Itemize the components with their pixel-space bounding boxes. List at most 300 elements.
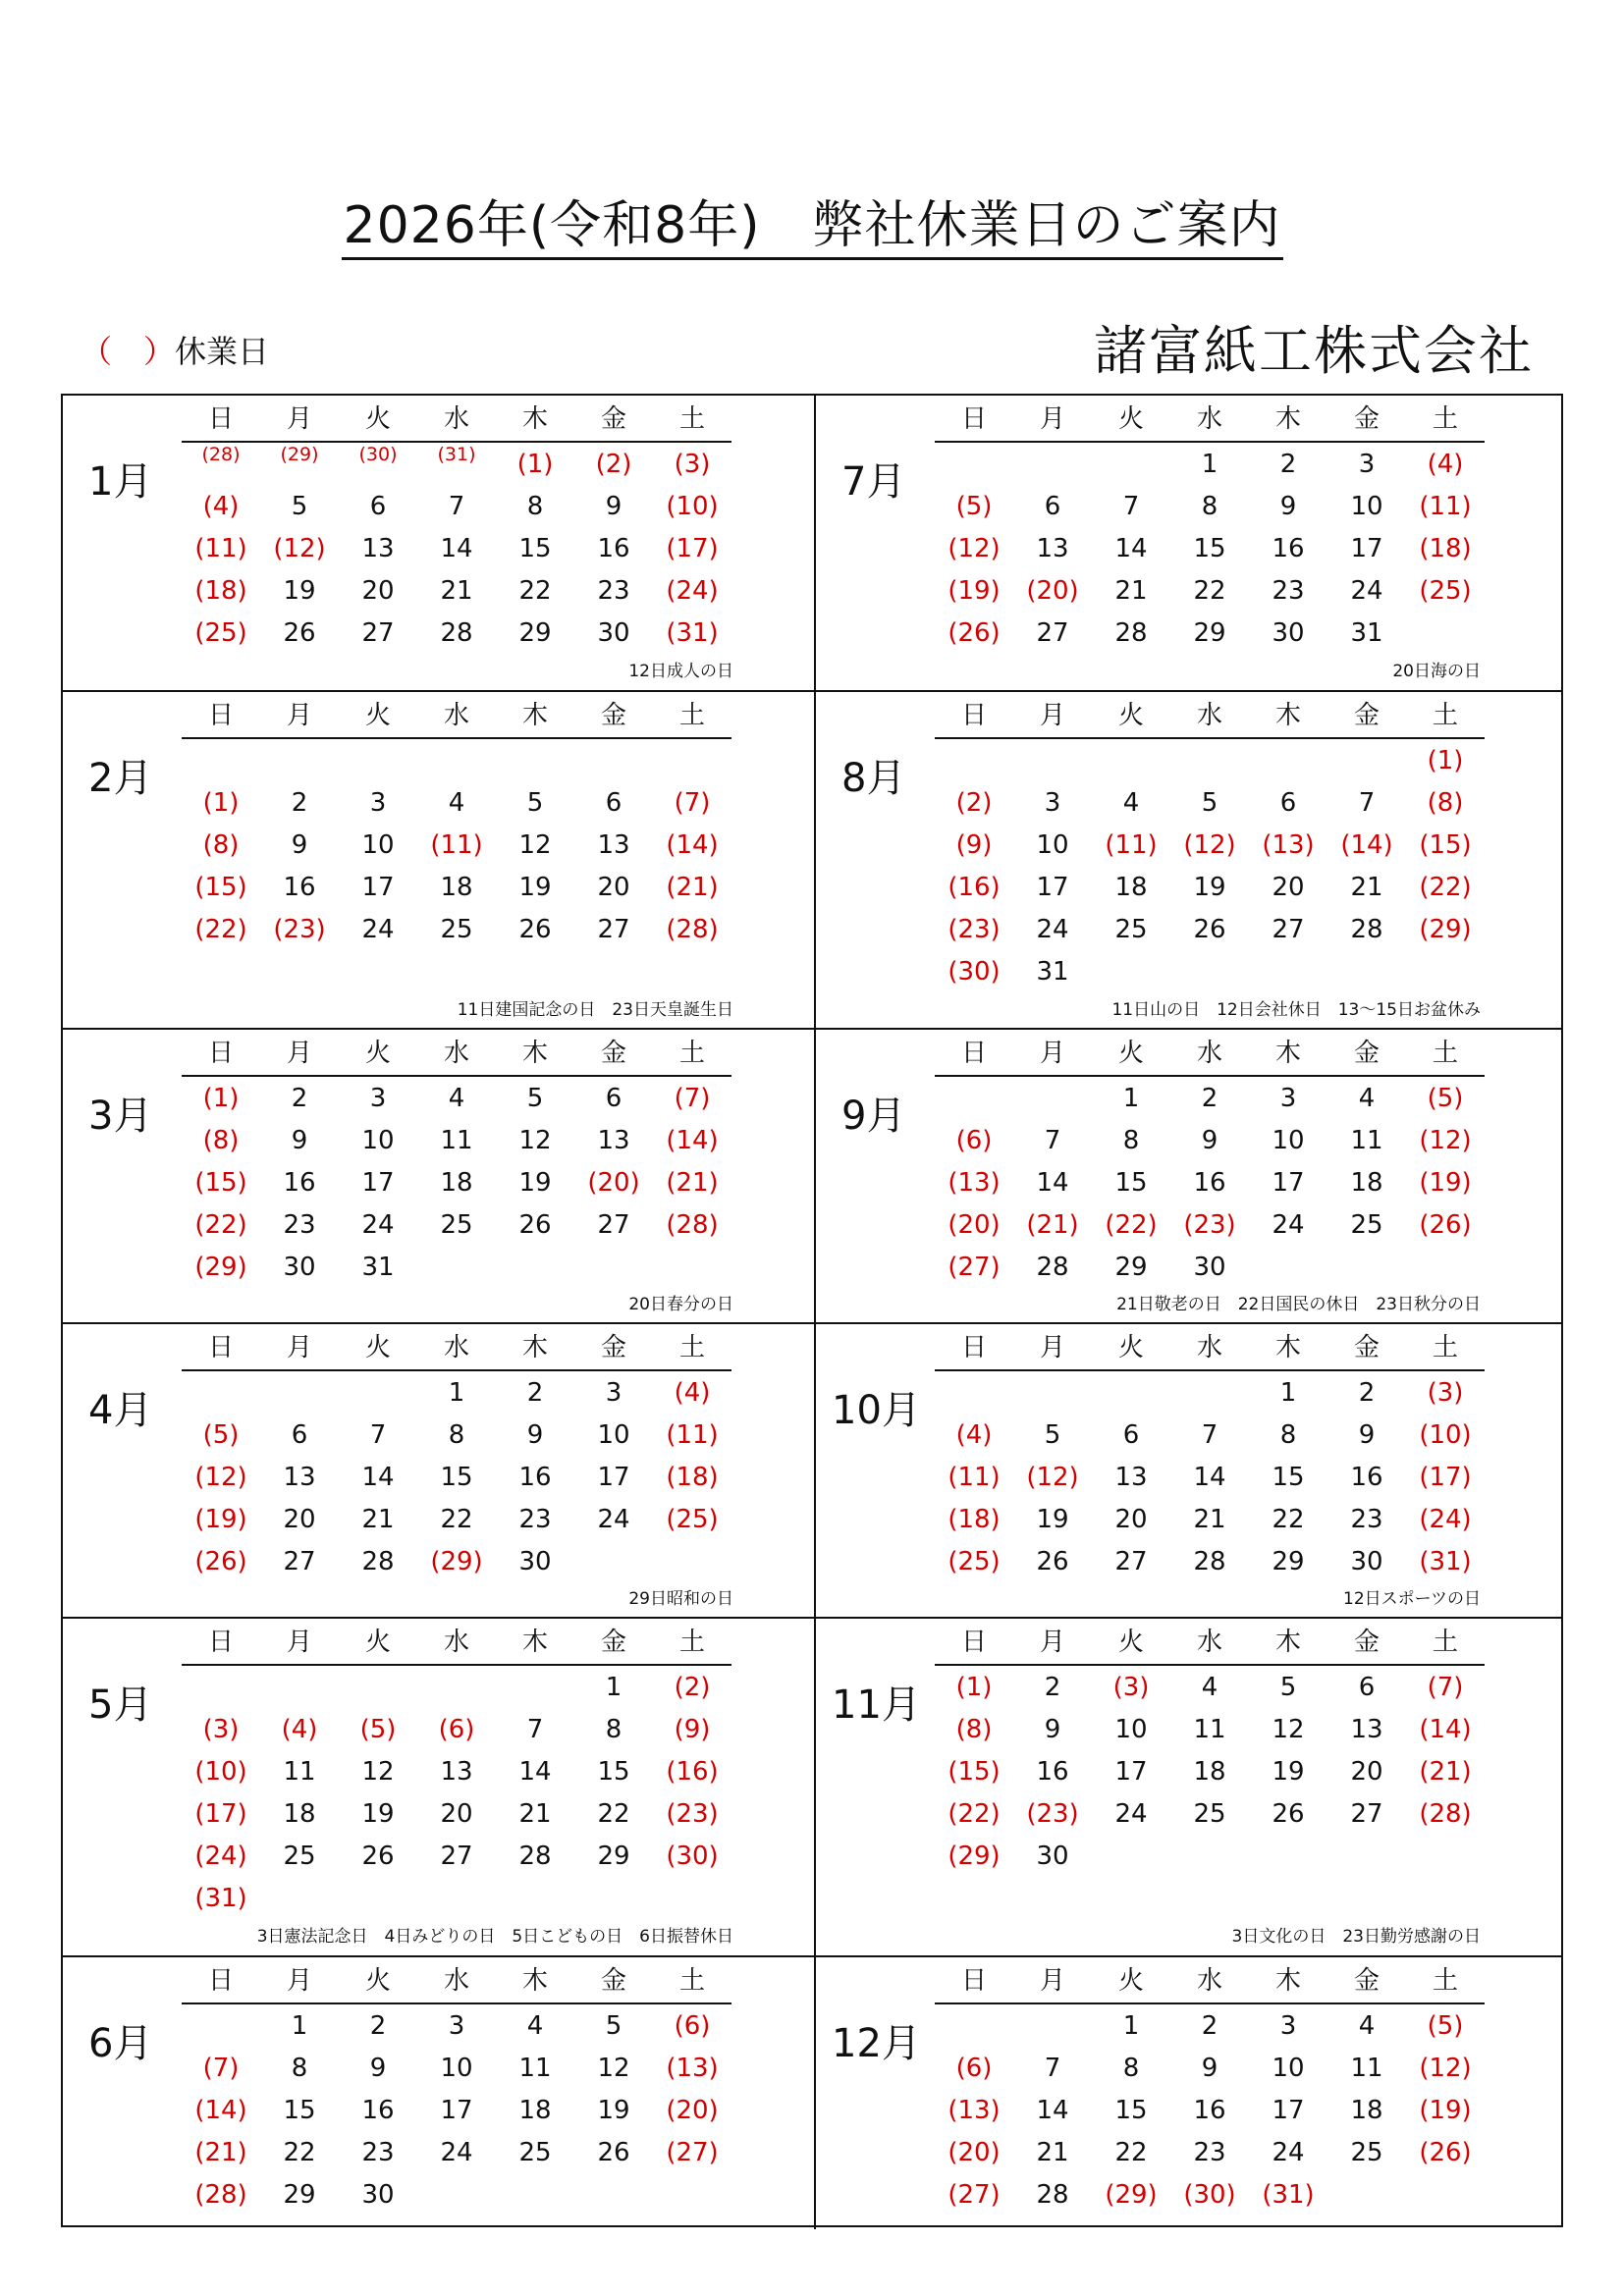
holiday-date: (27) [947,1253,1001,1282]
holiday-date: (21) [194,2138,247,2167]
date: 28 [1114,618,1148,648]
holiday-date: (14) [666,830,719,860]
date: 2 [291,1084,308,1113]
holiday-date: (7) [674,1084,711,1113]
holiday-date: (3) [1427,1378,1464,1408]
holiday-date: (4) [674,1378,711,1408]
holiday-date: (12) [947,534,1001,563]
holiday-date: (13) [947,2096,1001,2125]
holiday-date: (19) [1419,2096,1472,2125]
date: 17 [1036,873,1069,902]
weekday-label: 金 [1353,1039,1380,1068]
date: 18 [440,1168,473,1198]
weekday-label: 火 [1117,1333,1144,1362]
month-block-9 [63,1617,814,1955]
month-block-2 [814,396,1561,690]
date: 16 [1036,1757,1069,1787]
date: 14 [440,534,473,563]
month-name: 3月 [88,1094,153,1139]
date: 18 [283,1799,316,1829]
month-name: 4月 [88,1388,153,1433]
date: 13 [361,534,395,563]
weekday-label: 水 [1196,1039,1222,1068]
date: 28 [518,1842,552,1871]
date: 6 [605,1084,623,1113]
weekday-label: 日 [960,404,987,434]
weekday-label: 木 [521,701,548,730]
holiday-date: (29) [430,1547,483,1576]
date: 20 [597,873,630,902]
date: 5 [1201,788,1218,818]
holiday-date: (2) [595,450,632,479]
weekday-label: 金 [1353,404,1380,434]
date: 31 [1350,618,1383,648]
holiday-date: (11) [194,534,247,563]
weekday-label: 日 [207,701,234,730]
holiday-date: (1) [516,450,554,479]
date: 15 [440,1463,473,1492]
holiday-date: (14) [666,1126,719,1155]
holiday-date: (2) [955,788,993,818]
date: 4 [448,1084,465,1113]
holiday-date: (1) [1427,746,1464,775]
date: 4 [1358,2011,1376,2041]
holiday-date: (30) [358,444,398,465]
date: 5 [605,2011,623,2041]
holiday-note: 12日成人の日 [628,662,733,681]
date: 22 [597,1799,630,1829]
weekday-label: 木 [1274,701,1301,730]
date: 28 [1193,1547,1226,1576]
date: 18 [1350,1168,1383,1198]
date: 9 [605,492,623,521]
holiday-date: (29) [1105,2180,1158,2210]
holiday-date: (27) [666,2138,719,2167]
holiday-note: 3日憲法記念日 4日みどりの日 5日こどもの日 6日振替休日 [256,1927,733,1947]
weekday-label: 月 [1039,1039,1065,1068]
weekday-label: 土 [678,701,705,730]
date: 14 [1036,1168,1069,1198]
weekday-label: 日 [960,1039,987,1068]
date: 30 [518,1547,552,1576]
weekday-label: 木 [521,404,548,434]
month-name: 2月 [88,756,153,801]
date: 8 [605,1715,623,1744]
month-name: 10月 [832,1388,921,1433]
date: 17 [1350,534,1383,563]
company-name: 諸富紙工株式会社 [1094,320,1534,382]
weekday-label: 水 [443,1333,469,1362]
holiday-note: 29日昭和の日 [628,1589,733,1609]
holiday-date: (6) [438,1715,475,1744]
date: 7 [526,1715,544,1744]
holiday-date: (13) [666,2054,719,2083]
date: 3 [448,2011,465,2041]
weekday-label: 水 [443,1966,469,1996]
holiday-date: (21) [666,1168,719,1198]
holiday-date: (11) [430,830,483,860]
date: 21 [440,576,473,606]
holiday-date: (11) [1419,492,1472,521]
date: 20 [1272,873,1305,902]
date: 28 [1036,1253,1069,1282]
date: 22 [518,576,552,606]
weekday-header [182,1623,731,1666]
holiday-date: (10) [194,1757,247,1787]
date: 12 [597,2054,630,2083]
holiday-date: (26) [1419,1210,1472,1240]
holiday-date: (14) [194,2096,247,2125]
holiday-date: (29) [1419,915,1472,944]
date: 19 [518,1168,552,1198]
date: 7 [369,1420,387,1450]
weekday-label: 日 [960,701,987,730]
date: 30 [283,1253,316,1282]
weekday-header [935,1623,1485,1666]
date: 13 [283,1463,316,1492]
date: 1 [291,2011,308,2041]
date: 3 [1358,450,1376,479]
holiday-date: (11) [947,1463,1001,1492]
holiday-date: (13) [1262,830,1315,860]
weekday-label: 水 [443,701,469,730]
date: 1 [605,1673,623,1702]
holiday-date: (21) [1419,1757,1472,1787]
date: 24 [1114,1799,1148,1829]
date: 9 [291,830,308,860]
weekday-header [182,696,731,739]
date: 21 [518,1799,552,1829]
date: 23 [1272,576,1305,606]
date: 23 [361,2138,395,2167]
month-name: 11月 [832,1682,921,1728]
month-block-5 [63,1028,814,1322]
holiday-date: (10) [666,492,719,521]
holiday-date: (18) [947,1505,1001,1534]
holiday-date: (13) [947,1168,1001,1198]
weekday-label: 木 [521,1628,548,1657]
weekday-label: 火 [364,1628,391,1657]
date: 5 [1044,1420,1061,1450]
weekday-label: 土 [1432,1966,1458,1996]
weekday-label: 水 [1196,404,1222,434]
date: 21 [1036,2138,1069,2167]
weekday-label: 火 [1117,1628,1144,1657]
date: 27 [361,618,395,648]
holiday-date: (28) [666,1210,719,1240]
holiday-date: (29) [947,1842,1001,1871]
date: 27 [283,1547,316,1576]
holiday-date: (30) [666,1842,719,1871]
date: 3 [369,1084,387,1113]
date: 9 [1201,2054,1218,2083]
date: 10 [1272,1126,1305,1155]
holiday-date: (23) [666,1799,719,1829]
weekday-header [182,1034,731,1077]
month-name: 1月 [88,459,153,505]
date: 30 [361,2180,395,2210]
date: 14 [1193,1463,1226,1492]
holiday-date: (15) [194,1168,247,1198]
holiday-date: (23) [1183,1210,1236,1240]
date: 16 [283,1168,316,1198]
date: 9 [1044,1715,1061,1744]
date: 18 [1193,1757,1226,1787]
date: 20 [440,1799,473,1829]
date: 15 [283,2096,316,2125]
date: 15 [1193,534,1226,563]
holiday-date: (18) [666,1463,719,1492]
weekday-label: 日 [207,404,234,434]
weekday-header [935,400,1485,443]
date: 13 [597,830,630,860]
holiday-date: (14) [1340,830,1393,860]
date: 3 [1044,788,1061,818]
holiday-date: (15) [194,873,247,902]
holiday-date: (23) [947,915,1001,944]
weekday-label: 火 [1117,404,1144,434]
date: 18 [1350,2096,1383,2125]
holiday-date: (19) [1419,1168,1472,1198]
holiday-note: 20日海の日 [1392,662,1481,681]
date: 7 [1358,788,1376,818]
weekday-label: 土 [678,1966,705,1996]
holiday-date: (9) [955,830,993,860]
weekday-label: 月 [286,1966,312,1996]
date: 4 [526,2011,544,2041]
date: 20 [1350,1757,1383,1787]
month-block-7 [63,1322,814,1617]
date: 23 [283,1210,316,1240]
legend-parens: （ ） [81,333,176,370]
holiday-date: (19) [194,1505,247,1534]
month-name: 9月 [841,1094,906,1139]
date: 25 [440,1210,473,1240]
holiday-date: (22) [194,1210,247,1240]
date: 16 [1272,534,1305,563]
weekday-label: 土 [1432,1628,1458,1657]
holiday-note: 21日敬老の日 22日国民の休日 23日秋分の日 [1116,1295,1481,1314]
date: 16 [361,2096,395,2125]
date: 16 [518,1463,552,1492]
date: 27 [1036,618,1069,648]
date: 7 [448,492,465,521]
date: 7 [1122,492,1140,521]
holiday-date: (7) [202,2054,240,2083]
month-name: 6月 [88,2021,153,2066]
date: 11 [518,2054,552,2083]
holiday-date: (26) [947,618,1001,648]
legend-label: 休業日 [175,333,270,370]
month-name: 7月 [841,459,906,505]
holiday-date: (17) [666,534,719,563]
date: 19 [1193,873,1226,902]
date: 20 [361,576,395,606]
holiday-date: (30) [1183,2180,1236,2210]
weekday-label: 月 [1039,701,1065,730]
date: 25 [1114,915,1148,944]
weekday-label: 金 [1353,1966,1380,1996]
weekday-label: 月 [286,1333,312,1362]
date: 24 [361,1210,395,1240]
weekday-label: 金 [1353,701,1380,730]
date: 15 [597,1757,630,1787]
weekday-label: 土 [678,1039,705,1068]
holiday-date: (15) [947,1757,1001,1787]
date: 19 [283,576,316,606]
date: 28 [1036,2180,1069,2210]
date: 6 [1122,1420,1140,1450]
holiday-date: (4) [202,492,240,521]
date: 18 [518,2096,552,2125]
holiday-date: (10) [1419,1420,1472,1450]
date: 9 [1279,492,1297,521]
holiday-date: (4) [955,1420,993,1450]
weekday-label: 月 [286,1039,312,1068]
month-block-1 [63,396,814,690]
date: 4 [1358,1084,1376,1113]
date: 12 [361,1757,395,1787]
holiday-note: 20日春分の日 [628,1295,733,1314]
date: 16 [1350,1463,1383,1492]
weekday-label: 火 [364,1039,391,1068]
date: 2 [291,788,308,818]
date: 22 [283,2138,316,2167]
date: 25 [1350,1210,1383,1240]
holiday-date: (5) [955,492,993,521]
holiday-date: (23) [1026,1799,1079,1829]
date: 9 [1201,1126,1218,1155]
holiday-date: (16) [666,1757,719,1787]
date: 26 [1193,915,1226,944]
holiday-date: (21) [666,873,719,902]
holiday-date: (12) [273,534,326,563]
date: 29 [1272,1547,1305,1576]
holiday-date: (8) [955,1715,993,1744]
date: 25 [518,2138,552,2167]
date: 28 [440,618,473,648]
date: 14 [1114,534,1148,563]
date: 29 [518,618,552,648]
date: 5 [526,788,544,818]
date: 2 [1044,1673,1061,1702]
month-block-11 [63,1955,814,2229]
weekday-label: 日 [207,1333,234,1362]
date: 24 [440,2138,473,2167]
holiday-date: (22) [1105,1210,1158,1240]
date: 7 [1044,1126,1061,1155]
date: 17 [361,873,395,902]
holiday-date: (20) [587,1168,640,1198]
holiday-date: (24) [666,576,719,606]
holiday-date: (5) [1427,1084,1464,1113]
date: 9 [291,1126,308,1155]
date: 6 [291,1420,308,1450]
holiday-date: (31) [1419,1547,1472,1576]
date: 31 [361,1253,395,1282]
date: 22 [1272,1505,1305,1534]
date: 14 [361,1463,395,1492]
date: 26 [597,2138,630,2167]
date: 3 [369,788,387,818]
date: 1 [448,1378,465,1408]
weekday-label: 土 [1432,1333,1458,1362]
holiday-date: (23) [273,915,326,944]
month-block-8 [814,1322,1561,1617]
calendar-grid [61,394,1563,2227]
date: 27 [597,1210,630,1240]
weekday-label: 火 [1117,1039,1144,1068]
holiday-date: (25) [194,618,247,648]
weekday-label: 金 [600,1333,626,1362]
holiday-date: (19) [947,576,1001,606]
holiday-date: (28) [201,444,241,465]
holiday-date: (28) [1419,1799,1472,1829]
date: 24 [1350,576,1383,606]
month-name: 8月 [841,756,906,801]
holiday-date: (6) [955,1126,993,1155]
holiday-date: (17) [1419,1463,1472,1492]
date: 10 [1350,492,1383,521]
date: 27 [1350,1799,1383,1829]
holiday-date: (25) [947,1547,1001,1576]
weekday-label: 土 [1432,1039,1458,1068]
date: 17 [440,2096,473,2125]
holiday-date: (12) [1419,2054,1472,2083]
weekday-label: 月 [286,1628,312,1657]
month-block-6 [814,1028,1561,1322]
weekday-label: 金 [600,1628,626,1657]
date: 20 [283,1505,316,1534]
holiday-date: (5) [202,1420,240,1450]
holiday-date: (29) [280,444,319,465]
weekday-label: 日 [207,1628,234,1657]
date: 12 [518,830,552,860]
date: 17 [1114,1757,1148,1787]
date: 1 [1122,1084,1140,1113]
date: 11 [1350,1126,1383,1155]
holiday-date: (20) [666,2096,719,2125]
date: 2 [1201,1084,1218,1113]
date: 13 [1350,1715,1383,1744]
date: 10 [440,2054,473,2083]
date: 11 [1193,1715,1226,1744]
weekday-label: 水 [443,1628,469,1657]
holiday-date: (24) [194,1842,247,1871]
date: 29 [1114,1253,1148,1282]
date: 7 [1201,1420,1218,1450]
holiday-date: (22) [947,1799,1001,1829]
date: 9 [526,1420,544,1450]
month-name: 12月 [832,2021,921,2066]
weekday-label: 土 [1432,701,1458,730]
holiday-date: (9) [674,1715,711,1744]
date: 25 [440,915,473,944]
holiday-date: (2) [674,1673,711,1702]
weekday-label: 金 [600,1966,626,1996]
date: 3 [1279,2011,1297,2041]
weekday-label: 土 [678,1333,705,1362]
weekday-label: 水 [1196,1333,1222,1362]
date: 4 [1201,1673,1218,1702]
holiday-date: (31) [437,444,476,465]
holiday-date: (31) [1262,2180,1315,2210]
date: 22 [1193,576,1226,606]
month-block-10 [814,1617,1561,1955]
weekday-label: 日 [960,1628,987,1657]
holiday-date: (12) [1026,1463,1079,1492]
date: 1 [1279,1378,1297,1408]
